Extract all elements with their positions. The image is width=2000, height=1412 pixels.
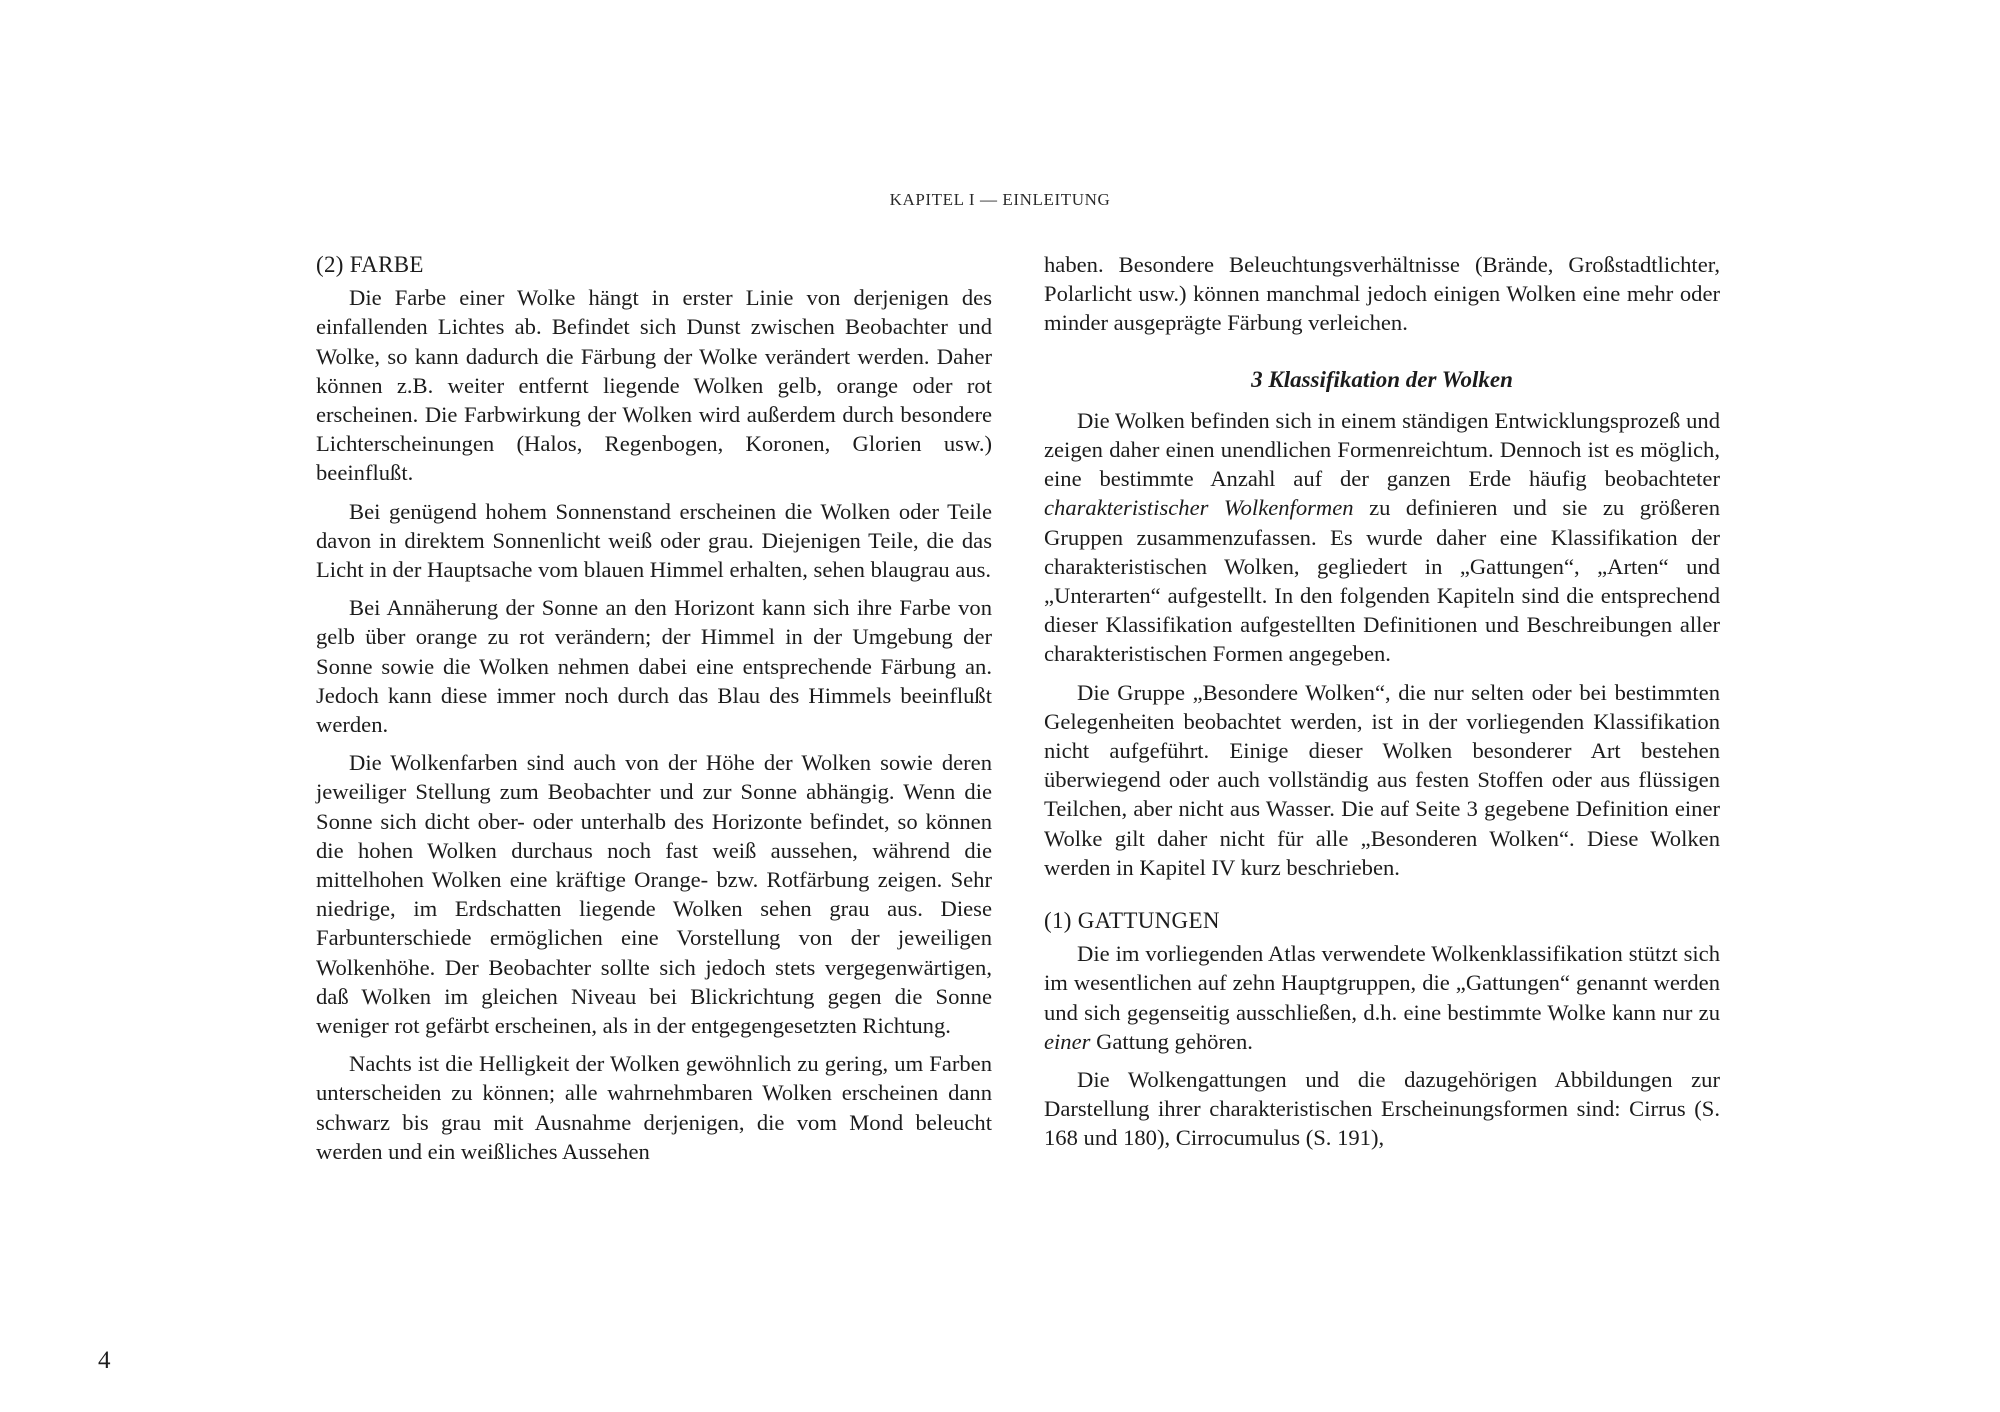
paragraph: Die Wolkengattungen und die dazugehörigen Abbildungen zur Darstellung ihrer charakteristischen Erscheinungsformen sind: Cirrus (S. 168 und 180), Cirrocumulus (S. 191),: [1044, 1067, 1720, 1151]
emphasis-text: einer: [1044, 1028, 1091, 1054]
paragraph-text: Die im vorliegenden Atlas verwendete Wolkenklassifikation stützt sich im wesentlichen auf zehn Hauptgruppen, die „Gattungen“ genannt werden und sich gegenseitig ausschließen, d.h. eine bestimmte Wolke kann nur zu: [1044, 941, 1720, 1025]
left-column: [316, 250, 992, 1175]
continued-paragraph: haben. Besondere Beleuchtungsverhältnisse (Brände, Großstadtlichter, Polarlicht usw.) können manchmal jedoch einigen Wolken eine mehr oder minder ausgeprägte Färbung verleichen.: [1044, 252, 1720, 336]
chapter-heading: 3 Klassifikation der Wolken: [1251, 366, 1513, 392]
paragraph: Die Farbe einer Wolke hängt in erster Linie von derjenigen des einfallenden Lichtes ab. Befindet sich Dunst zwischen Beobachter und Wolke, so kann dadurch die Färbung der Wolke verändert werden. Daher können z.B. weiter entfernt liegende Wolken gelb, orange oder rot erscheinen. Die Farbwirkung der Wolken wird außerdem durch besondere Lichterscheinungen (Halos, Regenbogen, Koronen, Glorien usw.) beeinflußt.: [316, 285, 992, 486]
paragraph-text: Die Wolken befinden sich in einem ständigen Entwicklungsprozeß und zeigen daher einen unendlichen Formenreichtum. Dennoch ist es möglich, eine bestimmte Anzahl auf der ganzen Erde häufig beobachteter: [1044, 407, 1720, 492]
paragraph: Bei genügend hohem Sonnenstand erscheinen die Wolken oder Teile davon in direktem Sonnenlicht weiß oder grau. Diejenigen Teile, die das Licht in der Hauptsache vom blauen Himmel erhalten, sehen blaugrau aus.: [316, 498, 992, 583]
paragraph: Die Wolkenfarben sind auch von der Höhe der Wolken sowie deren jeweiliger Stellung zum Beobachter und zur Sonne abhängig. Wenn die Sonne sich dicht ober- oder unterhalb des Horizonte befindet, so können die hohen Wolken durchaus noch fast weiß aussehen, während die mittelhohen Wolken eine kräftige Orange- bzw. Rotfärbung zeigen. Sehr niedrige, im Erdschatten liegende Wolken sehen grau aus. Diese Farbunterschiede ermöglichen eine Vorstellung von der jeweiligen Wolkenhöhe. Der Beobachter sollte sich jedoch stets vergegenwärtigen, daß Wolken im gleichen Niveau bei Blickrichtung gegen die Sonne weniger rot gefärbt erscheinen, als in der entgegengesetzten Richtung.: [316, 750, 992, 1039]
paragraph: [1044, 939, 1720, 1056]
right-column: [1044, 250, 1720, 1162]
paragraph: Bei Annäherung der Sonne an den Horizont kann sich ihre Farbe von gelb über orange zu rot verändern; der Himmel in der Umgebung der Sonne sowie die Wolken nehmen dabei eine entsprechende Färbung an. Jedoch kann diese immer noch durch das Blau des Himmels beeinflußt werden.: [316, 595, 992, 738]
running-header: KAPITEL I — EINLEITUNG: [889, 190, 1111, 209]
section-heading-gattungen: (1) GATTUNGEN: [1044, 908, 1220, 934]
paragraph: Nachts ist die Helligkeit der Wolken gewöhnlich zu gering, um Farben unterscheiden zu können; alle wahrnehmbaren Wolken erscheinen dann schwarz bis grau mit Ausnahme derjenigen, die vom Mond beleucht werden und ein weißliches Aussehen: [316, 1051, 992, 1164]
page-number: 4: [98, 1347, 111, 1374]
paragraph: [1044, 406, 1720, 669]
paragraph-text: zu definieren und sie zu größeren Gruppen zusammenzufassen. Es wurde daher eine Klassifikation der charakteristischen Wolken, gegliedert in „Gattungen“, „Arten“ und „Unterarten“ aufgestellt. In den folgenden Kapiteln sind die entsprechend dieser Klassifikation aufgestellten Definitionen und Beschreibungen aller charakteristischen Formen angegeben.: [1044, 495, 1720, 667]
section-heading-farbe: (2) FARBE: [316, 252, 424, 277]
paragraph-text: Gattung gehören.: [1090, 1028, 1253, 1054]
paragraph: Die Gruppe „Besondere Wolken“, die nur selten oder bei bestimmten Gelegenheiten beobachtet werden, ist in der vorliegenden Klassifikation nicht aufgeführt. Einige dieser Wolken besonderer Art bestehen überwiegend oder auch vollständig aus festen Stoffen oder aus flüssigen Teilchen, aber nicht aus Wasser. Die auf Seite 3 gegebene Definition einer Wolke gilt daher nicht für alle „Besonderen Wolken“. Diese Wolken werden in Kapitel IV kurz beschrieben.: [1044, 679, 1720, 880]
emphasis-text: charakteristischer Wolkenformen: [1044, 495, 1354, 521]
